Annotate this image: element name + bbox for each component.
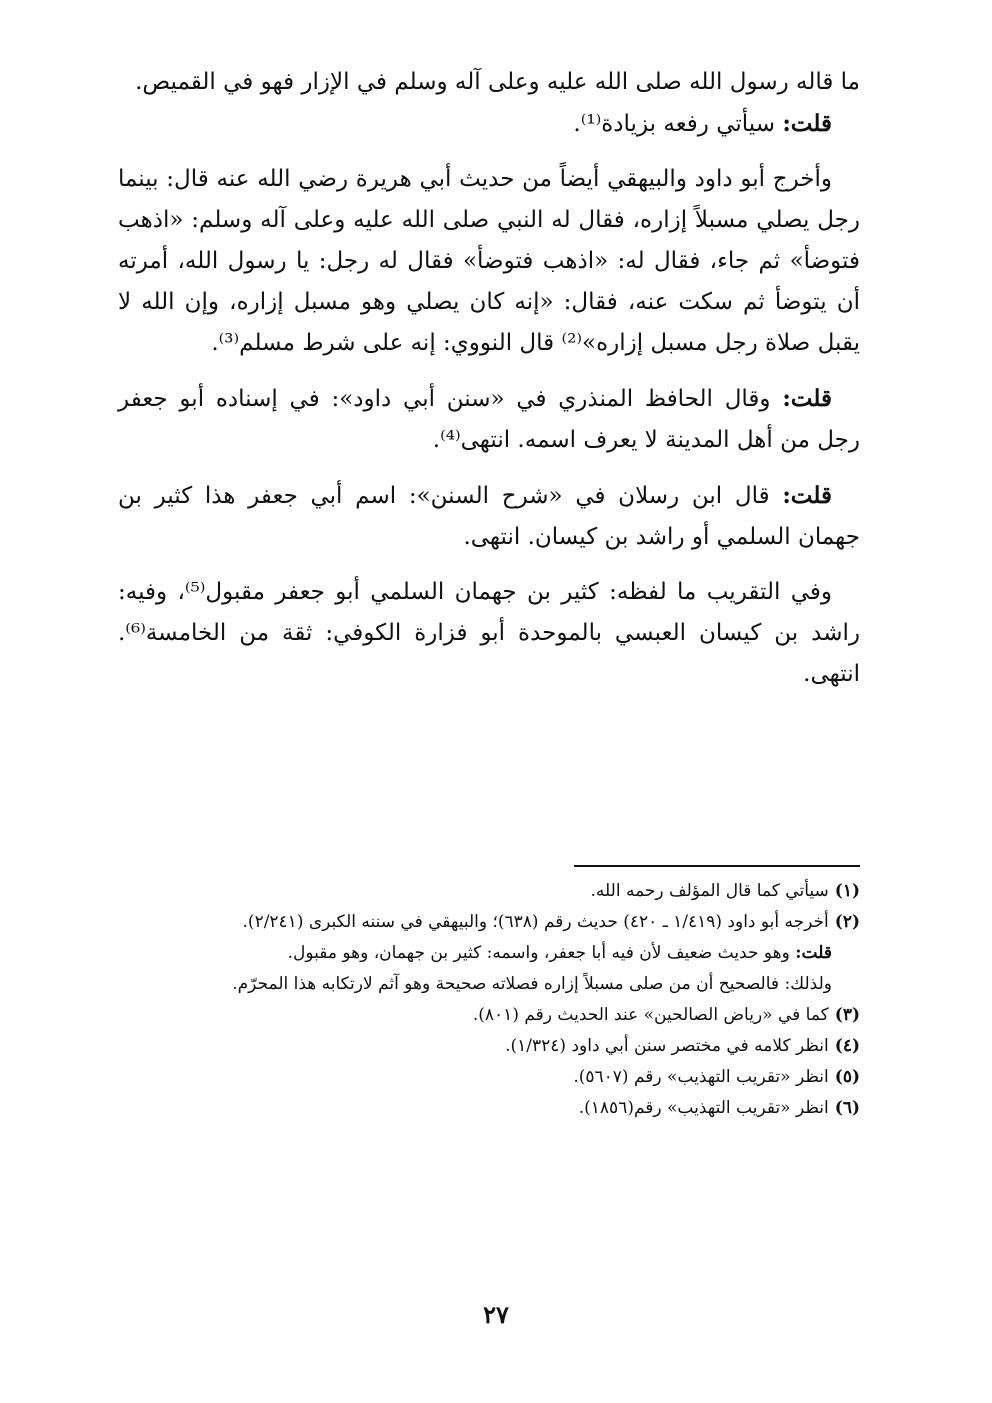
- footnote-number: (٤): [834, 1036, 860, 1056]
- footnote-separator: [574, 865, 860, 867]
- footnote-2-conclusion: ولذلك: فالصحيح أن من صلى مسبلاً إزاره فصلاته صحيحة وهو آثم لارتكابه هذا المحرّم.: [232, 974, 832, 994]
- qultu-label: قلت:: [782, 385, 832, 412]
- paragraph-3: وأخرج أبو داود والبيهقي أيضاً من حديث أبي هريرة رضي الله عنه قال: بينما رجل يصلي مسبلاً إزاره، فقال له النبي صلى الله عليه وعلى آله وسلم: «اذهب فتوضأ» ثم جاء، فقال له: «اذهب فتوضأ» فقال له رجل: يا رسول الله، أمرته أن يتوضأ ثم سكت عنه، فقال: «إنه كان يصلي وهو مسبل إزاره، وإن الله لا يقبل صلاة رجل مسبل إزاره»⁽²⁾ قال النووي: إنه على شرط مسلم⁽³⁾.: [118, 166, 860, 356]
- footnote-number: (٢): [834, 912, 860, 932]
- page-number: ٢٧: [483, 1300, 509, 1329]
- footnote-number: (٥): [834, 1067, 860, 1087]
- footnote-text: انظر «تقريب التهذيب» رقم (٥٦٠٧).: [573, 1067, 829, 1087]
- qultu-label: قلت:: [782, 482, 832, 509]
- footnote-4: [118, 1031, 860, 1062]
- paragraph-4-text: وقال الحافظ المنذري في «سنن أبي داود»: في إسناده أبو جعفر رجل من أهل المدينة لا يعرف اسمه. انتهى⁽⁴⁾.: [118, 386, 860, 453]
- footnote-6: [118, 1093, 860, 1124]
- footnotes: [118, 876, 860, 1124]
- footnote-5: [118, 1062, 860, 1093]
- footnote-3: [118, 1000, 860, 1031]
- footnote-number: (١): [834, 881, 860, 901]
- paragraph-4: [118, 378, 860, 461]
- footnote-text: انظر كلامه في مختصر سنن أبي داود (١/٣٢٤).: [505, 1036, 829, 1056]
- footnote-2: [118, 907, 860, 938]
- paragraph-2-text: سيأتي رفعه بزيادة⁽¹⁾.: [573, 111, 783, 137]
- qultu-label: قلت:: [795, 943, 832, 963]
- footnote-number: (٣): [834, 1005, 860, 1025]
- footnote-text: أخرجه أبو داود (١/٤١٩ ـ ٤٢٠) حديث رقم (٦٣٨)؛ والبيهقي في سننه الكبرى (٢/٢٤١).: [242, 912, 829, 932]
- paragraph-6: وفي التقريب ما لفظه: كثير بن جهمان السلمي أبو جعفر مقبول⁽⁵⁾، وفيه: راشد بن كيسان العبسي بالموحدة أبو فزارة الكوفي: ثقة من الخامسة⁽⁶⁾. انتهى.: [118, 579, 860, 687]
- paragraph-2: [118, 103, 860, 145]
- footnote-text: انظر «تقريب التهذيب» رقم(١٨٥٦).: [578, 1098, 829, 1118]
- paragraph-5: [118, 475, 860, 558]
- qultu-label: قلت:: [782, 110, 832, 137]
- footnote-text: كما في «رياض الصالحين» عند الحديث رقم (٨٠١).: [472, 1005, 829, 1025]
- footnote-number: (٦): [834, 1098, 860, 1118]
- footnote-text: سيأتي كما قال المؤلف رحمه الله.: [590, 881, 829, 901]
- paragraph-1: ما قاله رسول الله صلى الله عليه وعلى آله وسلم في الإزار فهو في القميص.: [135, 69, 860, 95]
- paragraph-5-text: قال ابن رسلان في «شرح السنن»: اسم أبي جعفر هذا كثير بن جهمان السلمي أو راشد بن كيسان. انتهى.: [118, 483, 860, 550]
- footnote-text: وهو حديث ضعيف لأن فيه أبا جعفر، واسمه: كثير بن جهمان، وهو مقبول.: [287, 943, 796, 963]
- footnote-1: [118, 876, 860, 907]
- footnote-2-comment: [118, 938, 860, 969]
- main-text: [118, 62, 860, 695]
